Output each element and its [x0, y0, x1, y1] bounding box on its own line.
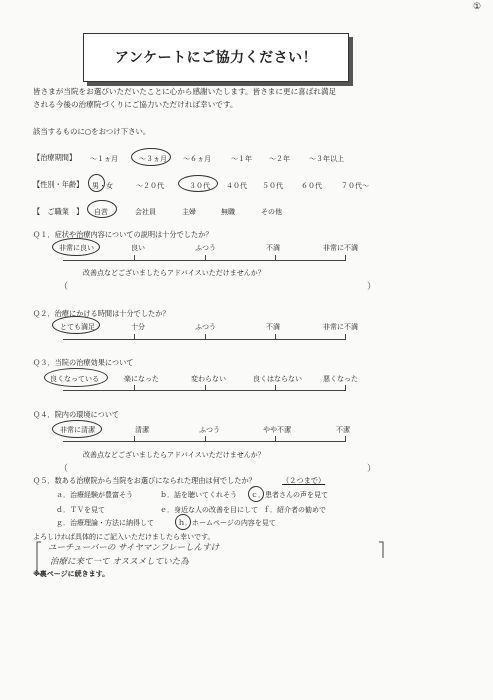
q4-advice-prompt: 改善点などございましたらアドバイスいただけませんか？ [83, 451, 265, 459]
q5-option[interactable]: ｄ．ＴＶを見て [56, 506, 105, 514]
q2-scale-option[interactable]: 不満 [266, 323, 280, 331]
q2-scale-option[interactable]: 十分 [131, 323, 145, 331]
q5-option[interactable]: ｃ．患者さんの声を見て [251, 491, 328, 499]
period-option[interactable]: ～３ヵ月 [139, 155, 167, 163]
gender-option[interactable]: 男・女 [92, 182, 113, 190]
q3-scale-option[interactable]: 悪くなった [323, 375, 358, 383]
gender-age-label: 【性別・年齢】 [33, 180, 84, 189]
age-option[interactable]: ７０代～ [341, 182, 369, 190]
scale-tick [275, 255, 276, 261]
job-option[interactable]: 会社員 [135, 208, 156, 216]
q5-option[interactable]: ａ．治療経験が豊富そう [56, 491, 133, 499]
q3-scale-option[interactable]: 良くはならない [253, 375, 302, 383]
period-option[interactable]: ～６ヵ月 [183, 155, 211, 163]
period-option[interactable]: ～３年以上 [309, 155, 344, 163]
scale-tick [134, 255, 135, 261]
q2-scale-option[interactable]: ふつう [195, 323, 216, 331]
selection-circle [52, 316, 100, 334]
q2-question: Ｑ２．治療にかける時間は十分でしたか？ [33, 309, 170, 318]
q4-scale-option[interactable]: 不潔 [336, 426, 350, 434]
scale-tick [345, 334, 346, 340]
q2-scale-option[interactable]: 非常に不満 [323, 323, 358, 331]
intro-text [33, 85, 336, 111]
age-option[interactable]: ～２０代 [136, 182, 164, 190]
q4-question: Ｑ４．院内の環境について [33, 410, 120, 419]
scale-tick [205, 436, 206, 442]
q1-question: Ｑ１．症状や治療内容についての説明は十分でしたか？ [33, 230, 213, 239]
q4-scale-option[interactable]: 非常に清潔 [60, 426, 95, 434]
period-option[interactable]: ～１ヵ月 [90, 155, 118, 163]
q5-option[interactable]: ｈ．ホームページの内容を見て [178, 519, 276, 527]
q5-note: （２つまで） [282, 476, 326, 485]
q5-option[interactable]: ｇ．治療理論・方法に納得して [56, 519, 154, 527]
handwritten-answer-line-1: ユーチューバーの サイヤマンフレーしんすけ [48, 543, 220, 553]
scale-tick [134, 385, 135, 391]
page-number: ① [473, 2, 482, 12]
q4-scale-option[interactable]: 清潔 [135, 426, 149, 434]
scale-tick [205, 334, 206, 340]
selection-circle [175, 514, 191, 530]
q1-scale-option[interactable]: 不満 [266, 244, 280, 252]
scale-tick [205, 385, 206, 391]
q1-scale-option[interactable]: ふつう [195, 244, 216, 252]
selection-circle [178, 175, 218, 192]
scale-tick [134, 436, 135, 442]
handwritten-answer-line-2: 治療に来て一て オススメしていた為 [50, 557, 189, 567]
q4-answer-open: （ [59, 464, 69, 474]
q1-scale-option[interactable]: 良い [131, 244, 145, 252]
intro-line-1: 皆さまが当院をお選びいただいたことに心から感謝いたします。皆さまに更に喜ばれ満足 [33, 87, 337, 96]
q5-option[interactable]: ｂ．話を聴いてくれそう [160, 491, 237, 499]
selection-circle [88, 174, 105, 192]
page-title: アンケートにご協力ください！ [114, 50, 318, 66]
scale-tick [134, 334, 135, 340]
scale-tick [345, 436, 346, 442]
period-option[interactable]: ～１年 [231, 155, 252, 163]
selection-circle [52, 238, 100, 256]
scale-tick [205, 255, 206, 261]
selection-circle [248, 486, 264, 502]
selection-circle [44, 368, 108, 387]
age-option[interactable]: ５０代 [262, 182, 283, 190]
footer-note: ※裏ページに続きます。 [33, 570, 110, 578]
job-option[interactable]: 自営 [94, 208, 108, 216]
q1-scale-option[interactable]: 非常に不満 [323, 244, 358, 252]
q4-answer-close: ） [367, 464, 377, 474]
q3-scale-option[interactable]: 変わらない [191, 375, 226, 383]
q4-scale-option[interactable]: ふつう [199, 426, 220, 434]
job-option[interactable]: その他 [261, 208, 282, 216]
q3-scale-option[interactable]: 楽になった [124, 375, 159, 383]
selection-circle [52, 420, 102, 438]
age-option[interactable]: ３０代 [189, 182, 210, 190]
q1-scale-option[interactable]: 非常に良い [59, 244, 94, 252]
q1-answer-close: ） [367, 282, 377, 292]
age-option[interactable]: ４０代 [226, 182, 247, 190]
scale-tick [275, 436, 276, 442]
q1-answer-open: （ [59, 282, 69, 292]
q2-scale-option[interactable]: とても満足 [60, 323, 95, 331]
reason-prompt: よろしければ具体的にご記入いただけましたら幸いです。 [33, 533, 215, 541]
q3-question: Ｑ３．当院の治療効果について [33, 358, 134, 367]
q5-option[interactable]: ｆ．紹介者の勧めで [263, 506, 326, 514]
age-option[interactable]: ６０代 [301, 182, 322, 190]
q4-scale-option[interactable]: やや不潔 [263, 426, 291, 434]
scale-tick [275, 385, 276, 391]
q3-scale-option[interactable]: 良くなっている [50, 375, 99, 383]
scale-tick [275, 334, 276, 340]
q1-advice-prompt: 改善点などございましたらアドバイスいただけませんか？ [83, 269, 265, 277]
job-option[interactable]: 無職 [221, 208, 235, 216]
selection-circle [131, 148, 171, 166]
job-option[interactable]: 主婦 [182, 208, 196, 216]
period-option[interactable]: ～２年 [269, 155, 290, 163]
selection-circle [87, 200, 117, 218]
scale-tick [345, 385, 346, 391]
intro-line-2: される今後の治療院づくりにご協力いただければ幸いです。 [33, 100, 238, 109]
q5-question: Ｑ５．数ある治療院から当院をお選びになられた理由は何でしたか？ [33, 476, 256, 485]
job-label: 【 ご職業 】 [33, 207, 84, 216]
q5-option[interactable]: ｅ．身近な人の改善を目にして [160, 506, 258, 514]
scale-tick [345, 255, 346, 261]
instruction: 該当するものに○をおつけ下さい。 [33, 127, 151, 136]
period-label: 【治療期間】 [33, 153, 77, 162]
